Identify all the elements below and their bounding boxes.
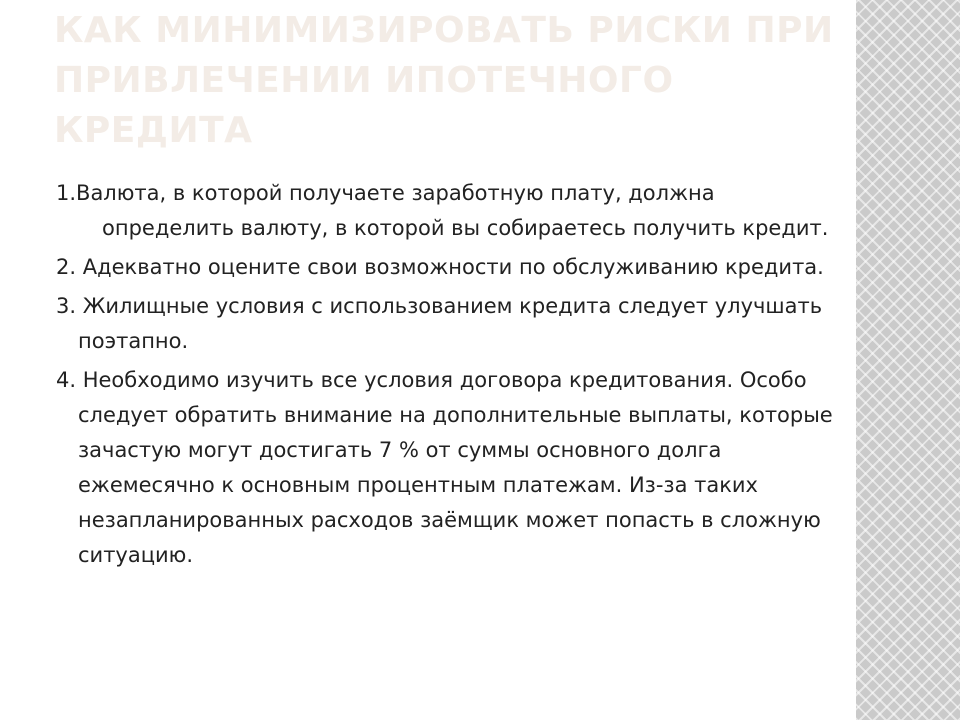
decorative-side-panel — [856, 0, 960, 720]
list-item-4: 4. Необходимо изучить все условия договора кредитования. Особо следует обратить внимание на дополнительные выплаты, которые зачастую могут достигать 7 % от суммы основного долга ежемесячно к основным процентным платежам. Из-за таких незапланированных расходов заёмщик может попасть в сложную ситуацию. — [56, 368, 833, 567]
list-item-1: 1.Валюта, в которой получаете заработную плату, должна определить валюту, в которой вы собираетесь получить кредит. — [56, 181, 829, 240]
slide-body-list — [56, 176, 836, 577]
list-item-2: 2. Адекватно оцените свои возможности по обслуживанию кредита. — [56, 255, 824, 279]
list-item-3: 3. Жилищные условия с использованием кредита следует улучшать поэтапно. — [56, 294, 823, 353]
slide-title: КАК МИНИМИЗИРОВАТЬ РИСКИ ПРИ ПРИВЛЕЧЕНИИ ИПОТЕЧНОГО КРЕДИТА — [54, 10, 834, 151]
